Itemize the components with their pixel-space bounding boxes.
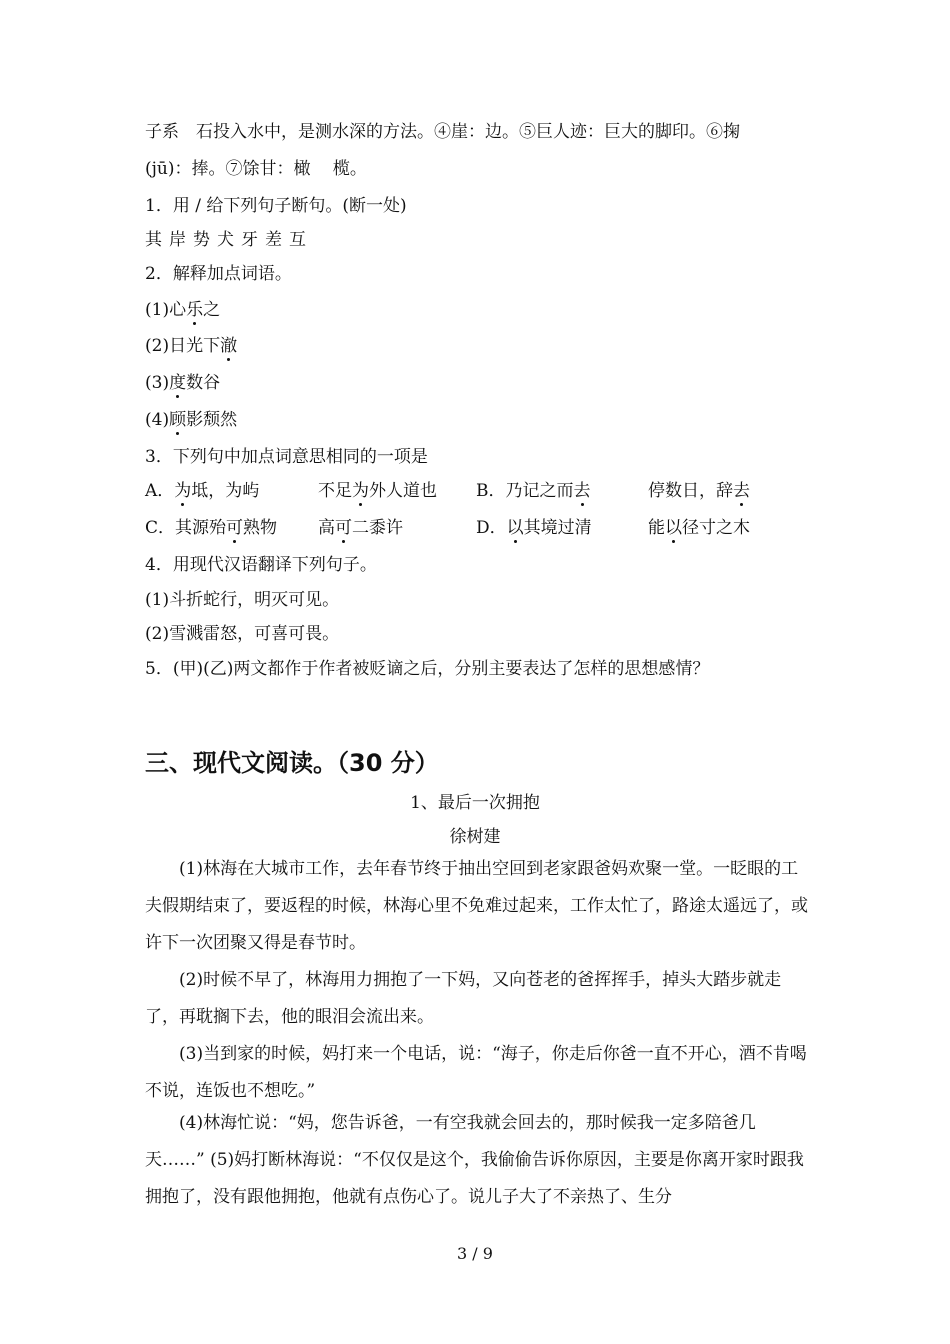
option-b-2: 停数日，辞去 [648,481,750,501]
question-1-sentence: 其岸势犬牙差互 [145,230,313,250]
option-a-2: 不足为外人道也 [318,481,437,501]
dotted-word: 顾 [169,410,187,430]
question-5-prompt: 5．(甲)(乙)两文都作于作者被贬谪之后，分别主要表达了怎样的思想感情？ [145,659,710,679]
page-number: 3 / 9 [457,1244,493,1263]
section-heading: 三、现代文阅读。（30 分） [145,749,439,777]
question-1-prompt: 1．用 / 给下列句子断句。(断一处) [145,196,407,216]
question-2-prompt: 2．解释加点词语。 [145,264,292,284]
question-2-item-2: (2)日光下澈 [145,336,238,356]
article-author: 徐树建 [449,827,501,847]
question-2-item-1: (1)心乐之 [145,300,221,320]
question-4-item-2: (2)雪溅雷怒，可喜可畏。 [145,624,340,644]
question-2-item-3: (3)度数谷 [145,373,221,393]
dotted-word: 可 [226,518,244,538]
dotted-word: 以 [665,518,682,538]
paragraph-1: (1)林海在大城市工作，去年春节终于抽出空回到老家跟爸妈欢聚一堂。一眨眼的工夫假期结束了，要返程的时候，林海心里不免难过起来，工作太忙了，路途太遥远了，或许下一次团聚又得是春节时。 [145,859,808,953]
option-b-1: B．乃记之而去 [476,481,591,501]
question-4-prompt: 4．用现代汉语翻译下列句子。 [145,555,377,575]
option-d-2: 能以径寸之木 [648,518,750,538]
dotted-word: 可 [335,518,352,538]
dotted-word: 为 [352,481,369,501]
dotted-word: 澈 [220,336,238,356]
dotted-word: 乐 [186,300,204,320]
article-title: 1、最后一次拥抱 [410,793,540,813]
paragraph-2: (2)时候不早了，林海用力拥抱了一下妈，又向苍老的爸挥挥手，掉头大踏步就走了，再耽搁下去，他的眼泪会流出来。 [145,970,782,1027]
question-2-item-4: (4)顾影颓然 [145,410,238,430]
paragraph-3: (3)当到家的时候，妈打来一个电话，说：“海子，你走后你爸一直不开心，酒不肯喝不说，连饭也不想吃。” [145,1044,807,1101]
question-4-item-1: (1)斗折蛇行，明灭可见。 [145,590,340,610]
dotted-word: 以 [506,518,524,538]
option-c-2: 高可二黍许 [318,518,403,538]
dotted-word: 度 [169,373,187,393]
option-d-1: D．以其境过清 [476,518,592,538]
option-a-1: A．为坻，为屿 [145,481,260,501]
dotted-word: 去 [573,481,591,501]
option-c-1: C．其源殆可熟物 [145,518,278,538]
dotted-word: 去 [733,481,750,501]
notes-line-2: (jū)：捧。⑦馀甘：橄 榄。 [145,159,367,179]
paragraph-4: (4)林海忙说：“妈，您告诉爸，一有空我就会回去的，那时候我一定多陪爸几天……” (5)妈打断林海说：“不仅仅是这个，我偷偷告诉你原因，主要是你离开家时跟我拥抱了，没有跟他拥抱，他就有点伤心了。说儿子大了不亲热了、生分 [145,1113,804,1207]
notes-line-1: 子系 石投入水中，是测水深的方法。④崖：边。⑤巨人迹：巨大的脚印。⑥掬 [145,122,740,142]
dotted-word: 为 [174,481,192,501]
question-3-prompt: 3．下列句中加点词意思相同的一项是 [145,447,428,467]
